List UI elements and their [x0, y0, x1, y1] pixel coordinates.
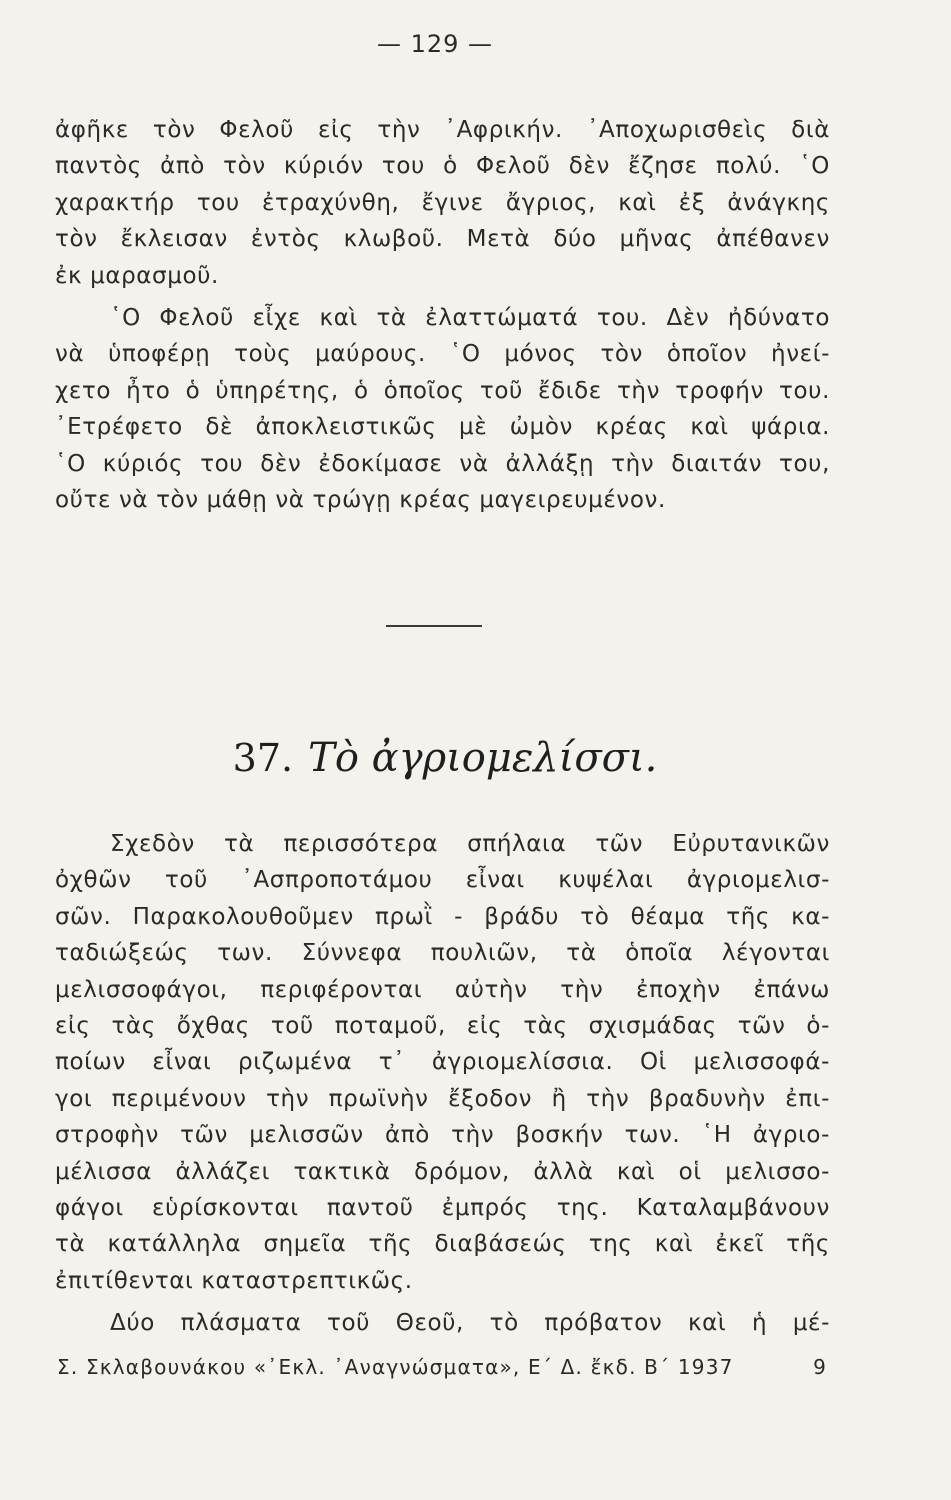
- chapter-number: 37.: [232, 736, 294, 780]
- text-line: ᾿Ετρέφετο δὲ ἀποκλειστικῶς μὲ ὠμὸν κρέας καὶ ψάρια.: [55, 414, 830, 441]
- paragraph: [55, 300, 830, 518]
- text-line: φάγοι εὑρίσκονται παντοῦ ἐμπρός της. Καταλαμβάνουν: [55, 1195, 830, 1222]
- text-line: σῶν. Παρακολουθοῦμεν πρωῒ - βράδυ τὸ θέαμα τῆς κα-: [55, 903, 830, 930]
- text-line: παντὸς ἀπὸ τὸν κύριόν του ὁ Φελοῦ δὲν ἔζησε πολύ. ῾Ο: [55, 153, 830, 180]
- text-line: ποίων εἶναι ριζωμένα τ᾿ ἀγριομελίσσια. Οἱ μελισσοφά-: [55, 1049, 830, 1076]
- text-line: ἐκ μαρασμοῦ.: [55, 262, 219, 289]
- text-line: γοι περιμένουν τὴν πρωϊνὴν ἔξοδον ἢ τὴν βραδυνὴν ἐπι-: [55, 1085, 830, 1112]
- text-line: μέλισσα ἀλλάζει τακτικὰ δρόμον, ἀλλὰ καὶ οἱ μελισσο-: [55, 1158, 830, 1185]
- paragraph: [55, 112, 830, 294]
- text-line: χετο ἦτο ὁ ὑπηρέτης, ὁ ὁποῖος τοῦ ἔδιδε τὴν τροφήν του.: [55, 377, 830, 404]
- text-line: νὰ ὑποφέρῃ τοὺς μαύρους. ῾Ο μόνος τὸν ὁποῖον ἠνεί-: [55, 341, 830, 368]
- text-line: στροφὴν τῶν μελισσῶν ἀπὸ τὴν βοσκήν των. ῾Η ἀγριο-: [55, 1122, 830, 1149]
- text-line: μελισσοφάγοι, περιφέρονται αὐτὴν τὴν ἐποχὴν ἐπάνω: [55, 976, 830, 1003]
- chapter-title: Τὸ ἀγριομελίσσι.: [308, 735, 658, 781]
- paragraph: [55, 826, 830, 1299]
- text-line: ῾Ο Φελοῦ εἶχε καὶ τὰ ἐλαττώματά του. Δὲν ἠδύνατο: [110, 305, 830, 332]
- text-line: ἀφῆκε τὸν Φελοῦ εἰς τὴν ᾿Αφρικήν. ᾿Αποχωρισθεὶς διὰ: [55, 117, 830, 143]
- top-text-block: [55, 112, 830, 518]
- page-number: — 129 —: [376, 30, 494, 58]
- text-line: ταδιώξεώς των. Σύννεφα πουλιῶν, τὰ ὁποῖα λέγονται: [55, 940, 830, 967]
- text-line: Δύο πλάσματα τοῦ Θεοῦ, τὸ πρόβατον καὶ ἡ μέ-: [110, 1310, 830, 1337]
- footer-source: Σ. Σκλαβουνάκου «᾿Εκλ. ᾿Αναγνώσματα», Ε΄ Δ. ἔκδ. Β΄ 1937: [57, 1355, 734, 1379]
- text-line: Σχεδὸν τὰ περισσότερα σπήλαια τῶν Εὐρυτανικῶν: [110, 831, 830, 857]
- bottom-text-block: [55, 826, 830, 1342]
- text-line: χαρακτήρ του ἐτραχύνθη, ἔγινε ἄγριος, καὶ ἐξ ἀνάγκης: [55, 189, 830, 216]
- text-line: ὀχθῶν τοῦ ᾿Ασπροποτάμου εἶναι κυψέλαι ἀγριομελισ-: [55, 867, 830, 894]
- footer-signature-mark: 9: [813, 1355, 827, 1379]
- text-line: οὔτε νὰ τὸν μάθῃ νὰ τρώγῃ κρέας μαγειρευμένον.: [55, 487, 666, 514]
- paragraph: [55, 1305, 830, 1341]
- text-line: τὸν ἔκλεισαν ἐντὸς κλωβοῦ. Μετὰ δύο μῆνας ἀπέθανεν: [55, 226, 830, 253]
- text-line: τὰ κατάλληλα σημεῖα τῆς διαβάσεώς της καὶ ἐκεῖ τῆς: [55, 1231, 830, 1258]
- footer-signature-line: [57, 1355, 827, 1379]
- text-line: ἐπιτίθενται καταστρεπτικῶς.: [55, 1267, 413, 1294]
- text-line: εἰς τὰς ὄχθας τοῦ ποταμοῦ, εἰς τὰς σχισμάδας τῶν ὁ-: [55, 1013, 830, 1040]
- text-line: ῾Ο κύριός του δὲν ἐδοκίμασε νὰ ἀλλάξῃ τὴν διαιτάν του,: [55, 450, 830, 477]
- section-separator: [386, 625, 482, 627]
- chapter-heading: [0, 735, 890, 781]
